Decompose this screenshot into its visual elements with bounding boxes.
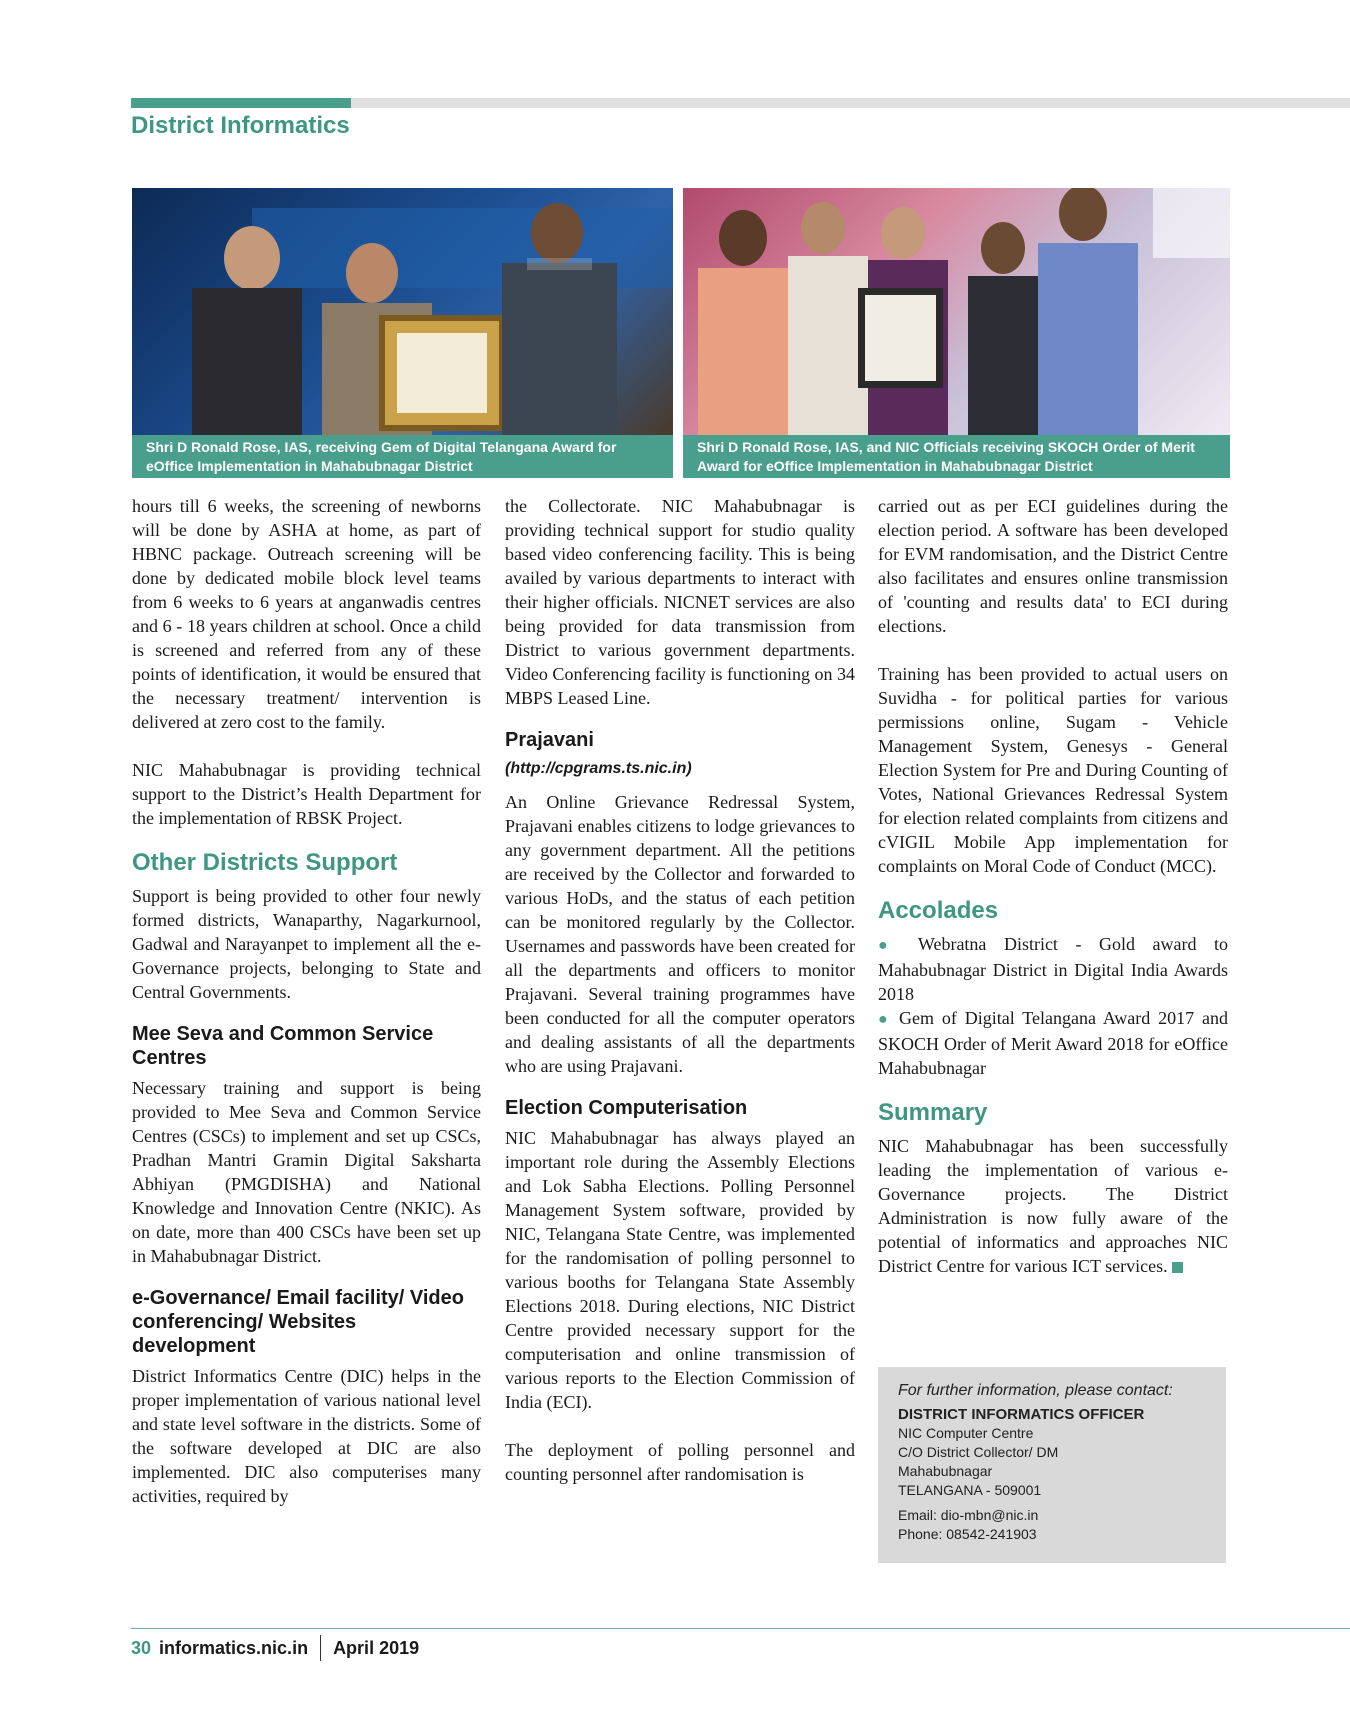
header-rule (351, 98, 1350, 108)
heading-summary: Summary (878, 1099, 988, 1126)
contact-address-line: C/O District Collector/ DM (898, 1444, 1059, 1460)
article-column-2 (505, 494, 855, 1486)
paragraph: NIC Mahabubnagar has always played an important role during the Assembly Elections and Lok Sabha Elections. Polling Personnel Management System software, provided by NIC, Telangana State Centre, was implemented for the randomisation of polling personnel to various booths for Telangana State Assembly Elections 2018. During elections, NIC District Centre provided necessary support for the computerisation and online transmission of various reports to the Election Commission of India (ECI). (505, 1128, 855, 1412)
heading-election-computerisation: Election Computerisation (505, 1097, 748, 1119)
footer-divider (320, 1635, 321, 1661)
paragraph: hours till 6 weeks, the screening of newborns will be done by ASHA at home, as part of HBNC package. Outreach screening will be done by dedicated mobile block level teams from 6 weeks to 6 years at anganwadis centres and 6 - 18 years children at school. Once a child is screened and referred from any of these points of identification, it would be ensured that the necessary treatment/ intervention is delivered at zero cost to the family. (132, 496, 481, 732)
paragraph: Support is being provided to other four newly formed districts, Wanaparthy, Nagarkurnool, Gadwal and Narayanpet to implement all the e-Governance projects, belonging to State and Central Governments. (132, 886, 481, 1002)
contact-email[interactable]: Email: dio-mbn@nic.in (898, 1507, 1039, 1523)
footer-date: April 2019 (333, 1638, 420, 1658)
paragraph: NIC Mahabubnagar has been successfully leading the implementation of various e-Governance projects. The District Administration is now fully aware of the potential of informatics and approaches NIC District Centre for various ICT services. (878, 1136, 1228, 1276)
heading-egovernance: e-Governance/ Email facility/ Video conferencing/ Websites development (132, 1287, 464, 1357)
contact-phone: Phone: 08542-241903 (898, 1526, 1037, 1542)
accolade-item: ● Gem of Digital Telangana Award 2017 and SKOCH Order of Merit Award 2018 for eOffice Mahabubnagar (878, 1008, 1229, 1078)
paragraph: The deployment of polling personnel and counting personnel after randomisation is (505, 1440, 855, 1484)
bullet-icon: ● (878, 937, 901, 954)
contact-address-line: TELANGANA - 509001 (898, 1482, 1042, 1498)
paragraph: the Collectorate. NIC Mahabubnagar is providing technical support for studio quality based video conferencing facility. This is being availed by various departments to interact with their higher officials. NICNET services are also being provided for data transmission from District to various government departments. Video Conferencing facility is functioning on 34 MBPS Leased Line. (505, 496, 855, 708)
page-footer (131, 1634, 419, 1662)
photo-2-caption: Shri D Ronald Rose, IAS, and NIC Officials receiving SKOCH Order of Merit Award for eOffice Implementation in Mahabubnagar District (683, 435, 1230, 478)
article-column-1 (132, 494, 481, 1508)
paragraph: NIC Mahabubnagar is providing technical support to the District’s Health Department for the implementation of RBSK Project. (132, 760, 481, 828)
award-photo-1 (132, 188, 673, 435)
heading-prajavani: Prajavani (505, 729, 594, 751)
contact-address-line: Mahabubnagar (898, 1463, 993, 1479)
section-title: District Informatics (131, 112, 350, 139)
bullet-icon: ● (878, 1011, 892, 1028)
photo-1-caption: Shri D Ronald Rose, IAS, receiving Gem of Digital Telangana Award for eOffice Implementation in Mahabubnagar District (132, 435, 673, 478)
article-column-3 (878, 494, 1228, 1278)
contact-title: DISTRICT INFORMATICS OFFICER (898, 1406, 1145, 1423)
footer-rule (131, 1628, 1350, 1629)
header-accent-bar (131, 98, 351, 108)
end-mark-icon (1172, 1262, 1183, 1273)
contact-box (878, 1367, 1226, 1563)
paragraph: carried out as per ECI guidelines during the election period. A software has been developed for EVM randomisation, and the District Centre also facilitates and ensures online transmission of 'counting and results data' to ECI during elections. (878, 496, 1228, 636)
prajavani-url[interactable]: (http://cpgrams.ts.nic.in) (505, 760, 692, 777)
award-photo-2 (683, 188, 1230, 435)
accolade-item: ● Webratna District - Gold award to Mahabubnagar District in Digital India Awards 2018 (878, 934, 1228, 1004)
paragraph: District Informatics Centre (DIC) helps in the proper implementation of various national level and state level software in the districts. Some of the software developed at DIC are also implemented. DIC also computerises many activities, required by (132, 1366, 481, 1506)
contact-address-line: NIC Computer Centre (898, 1425, 1034, 1441)
contact-intro: For further information, please contact: (898, 1382, 1173, 1399)
paragraph: Training has been provided to actual users on Suvidha - for political parties for various permissions online, Sugam - Vehicle Management System, Genesys - General Election System for Pre and During Counting of Votes, National Grievances Redressal System for election related complaints from citizens and cVIGIL Mobile App implementation for complaints on Moral Code of Conduct (MCC). (878, 664, 1228, 876)
heading-other-districts: Other Districts Support (132, 849, 398, 876)
paragraph: An Online Grievance Redressal System, Prajavani enables citizens to lodge grievances to any government department. All the petitions are received by the Collector and forwarded to various HoDs, and the status of each petition can be monitored regularly by the Collector. Usernames and passwords have been created for all the departments and officers to monitor Prajavani. Several training programmes have been conducted for all the computer operators and dealing assistants of all the departments who are using Prajavani. (505, 792, 855, 1076)
heading-mee-seva: Mee Seva and Common Service Centres (132, 1023, 434, 1069)
heading-accolades: Accolades (878, 897, 999, 924)
paragraph: Necessary training and support is being provided to Mee Seva and Common Service Centres (CSCs) to implement and set up CSCs, Pradhan Mantri Gramin Digital Saksharta Abhiyan (PMGDISHA) and National Knowledge and Innovation Centre (NKIC). As on date, more than 400 CSCs have been set up in Mahabubnagar District. (132, 1078, 481, 1266)
page-number: 30 (131, 1638, 152, 1658)
footer-site[interactable]: informatics.nic.in (159, 1638, 309, 1658)
